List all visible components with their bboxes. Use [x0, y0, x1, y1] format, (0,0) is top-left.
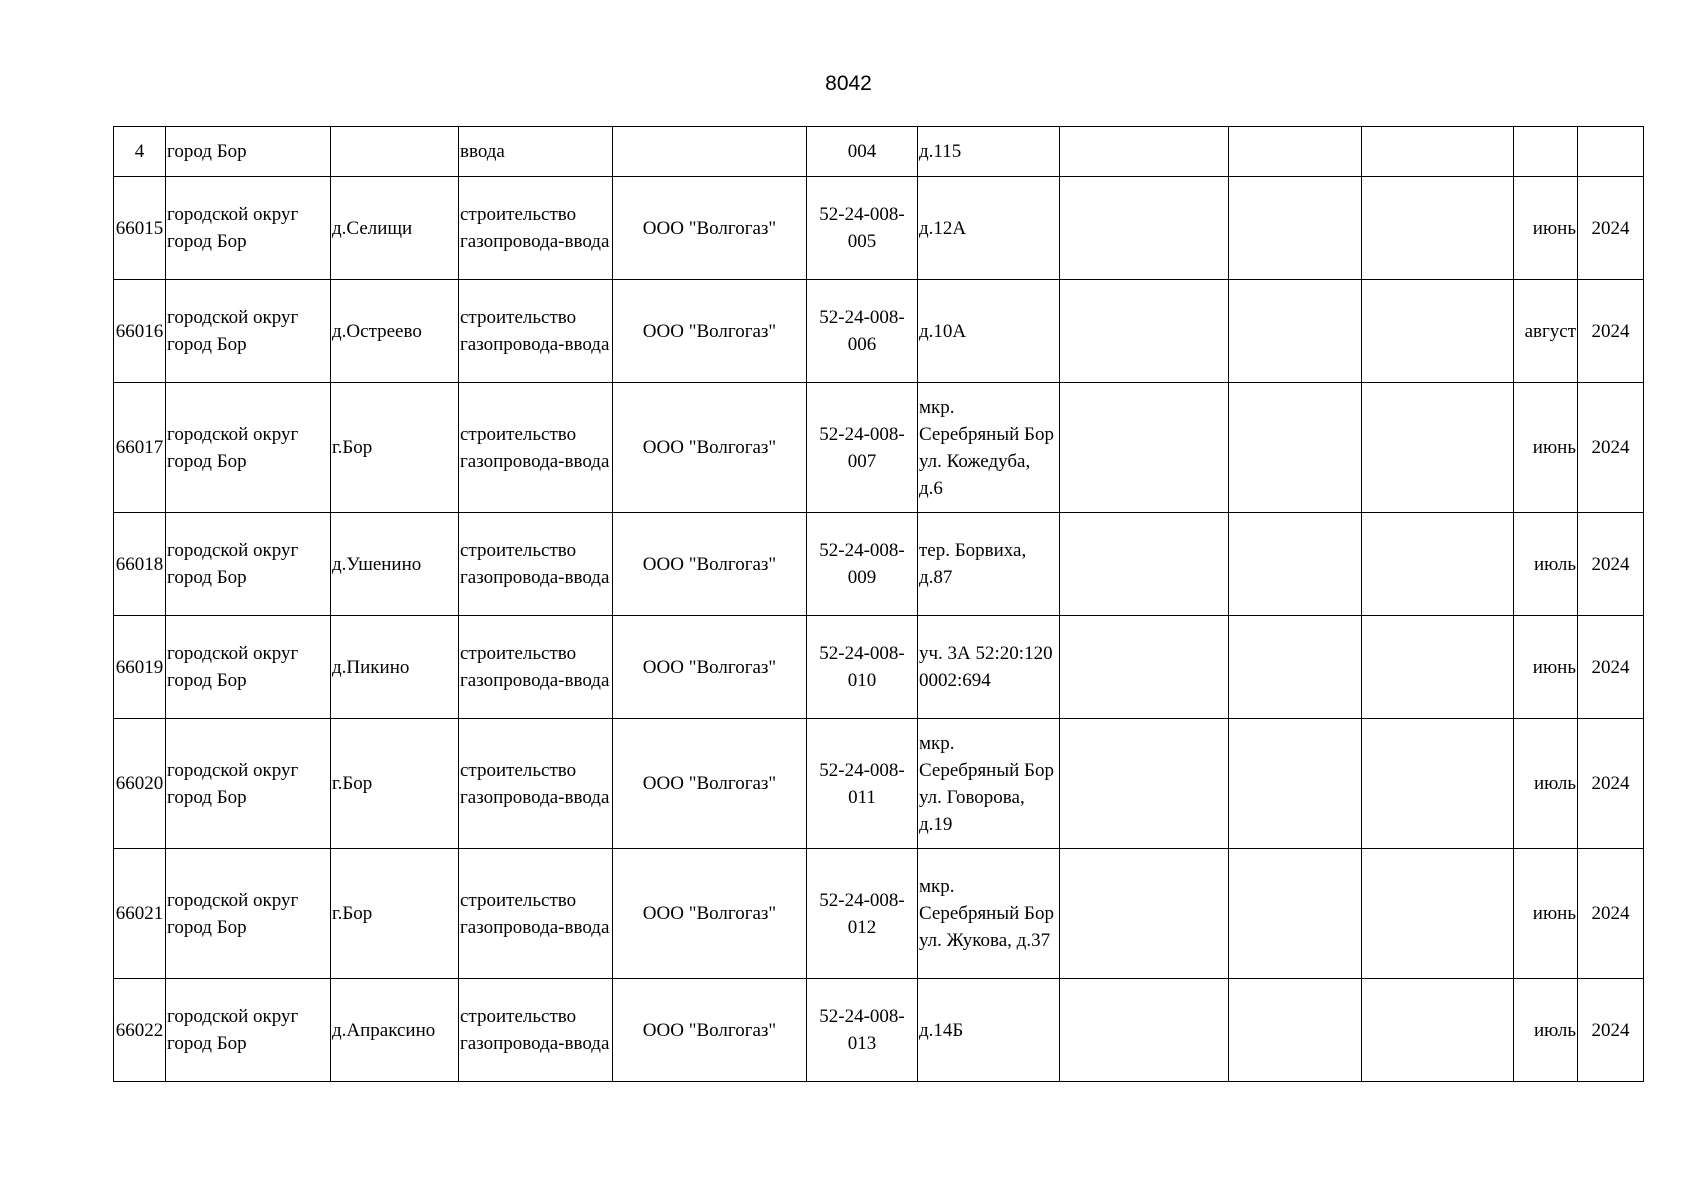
- empty-cell: [1229, 513, 1362, 616]
- cadastral-cell: 52-24-008-010: [807, 616, 918, 719]
- row-number: 66018: [114, 513, 166, 616]
- table-row: [114, 849, 1644, 979]
- work-type-cell: строительство газопровода-ввода: [459, 383, 613, 513]
- address-cell: мкр. Серебряный Бор ул. Жукова, д.37: [918, 849, 1060, 979]
- table-row: [114, 383, 1644, 513]
- table-row: [114, 177, 1644, 280]
- organization-cell: ООО "Волгогаз": [613, 177, 807, 280]
- table-row: [114, 127, 1644, 177]
- empty-cell: [1229, 719, 1362, 849]
- month-cell: июль: [1514, 979, 1578, 1082]
- cadastral-cell: 52-24-008-012: [807, 849, 918, 979]
- locality-cell: д.Ушенино: [331, 513, 459, 616]
- table-row: [114, 616, 1644, 719]
- empty-cell: [1229, 280, 1362, 383]
- district-cell: городской округ город Бор: [166, 177, 331, 280]
- year-cell: 2024: [1578, 513, 1644, 616]
- empty-cell: [1362, 979, 1514, 1082]
- table-row: [114, 979, 1644, 1082]
- empty-cell: [1060, 849, 1229, 979]
- row-number: 66015: [114, 177, 166, 280]
- empty-cell: [1060, 513, 1229, 616]
- cadastral-cell: 52-24-008-009: [807, 513, 918, 616]
- locality-cell: д.Апраксино: [331, 979, 459, 1082]
- year-cell: 2024: [1578, 177, 1644, 280]
- organization-cell: ООО "Волгогаз": [613, 719, 807, 849]
- empty-cell: [1060, 979, 1229, 1082]
- organization-cell: ООО "Волгогаз": [613, 513, 807, 616]
- empty-cell: [1229, 383, 1362, 513]
- locality-cell: г.Бор: [331, 383, 459, 513]
- locality-cell: г.Бор: [331, 719, 459, 849]
- district-cell: городской округ город Бор: [166, 513, 331, 616]
- work-type-cell: строительство газопровода-ввода: [459, 849, 613, 979]
- month-cell: [1514, 127, 1578, 177]
- address-cell: мкр. Серебряный Бор ул. Кожедуба, д.6: [918, 383, 1060, 513]
- empty-cell: [1362, 849, 1514, 979]
- locality-cell: г.Бор: [331, 849, 459, 979]
- year-cell: 2024: [1578, 849, 1644, 979]
- organization-cell: ООО "Волгогаз": [613, 979, 807, 1082]
- district-cell: городской округ город Бор: [166, 979, 331, 1082]
- row-number: 66020: [114, 719, 166, 849]
- cadastral-cell: 52-24-008-011: [807, 719, 918, 849]
- district-cell: городской округ город Бор: [166, 383, 331, 513]
- row-number: 66017: [114, 383, 166, 513]
- address-cell: д.12А: [918, 177, 1060, 280]
- year-cell: 2024: [1578, 383, 1644, 513]
- district-cell: городской округ город Бор: [166, 280, 331, 383]
- table-row: [114, 719, 1644, 849]
- work-type-cell: строительство газопровода-ввода: [459, 719, 613, 849]
- empty-cell: [1362, 719, 1514, 849]
- locality-cell: д.Селищи: [331, 177, 459, 280]
- year-cell: 2024: [1578, 616, 1644, 719]
- cadastral-cell: 52-24-008-013: [807, 979, 918, 1082]
- empty-cell: [1229, 177, 1362, 280]
- year-cell: [1578, 127, 1644, 177]
- address-cell: д.115: [918, 127, 1060, 177]
- address-cell: мкр. Серебряный Бор ул. Говорова, д.19: [918, 719, 1060, 849]
- empty-cell: [1362, 177, 1514, 280]
- year-cell: 2024: [1578, 719, 1644, 849]
- document-table: [113, 126, 1644, 1082]
- district-cell: городской округ город Бор: [166, 719, 331, 849]
- empty-cell: [1229, 979, 1362, 1082]
- table-body: [114, 127, 1644, 1082]
- month-cell: июнь: [1514, 177, 1578, 280]
- row-number: 66022: [114, 979, 166, 1082]
- page-number: 8042: [825, 72, 872, 95]
- row-number: 66016: [114, 280, 166, 383]
- work-type-cell: строительство газопровода-ввода: [459, 280, 613, 383]
- empty-cell: [1362, 127, 1514, 177]
- cadastral-cell: 52-24-008-006: [807, 280, 918, 383]
- district-cell: город Бор: [166, 127, 331, 177]
- district-cell: городской округ город Бор: [166, 849, 331, 979]
- row-number: 4: [114, 127, 166, 177]
- work-type-cell: ввода: [459, 127, 613, 177]
- district-cell: городской округ город Бор: [166, 616, 331, 719]
- empty-cell: [1060, 127, 1229, 177]
- empty-cell: [1229, 127, 1362, 177]
- table-row: [114, 280, 1644, 383]
- empty-cell: [1060, 177, 1229, 280]
- locality-cell: д.Остреево: [331, 280, 459, 383]
- address-cell: уч. 3А 52:20:1200002:694: [918, 616, 1060, 719]
- organization-cell: ООО "Волгогаз": [613, 849, 807, 979]
- cadastral-cell: 004: [807, 127, 918, 177]
- year-cell: 2024: [1578, 280, 1644, 383]
- organization-cell: ООО "Волгогаз": [613, 616, 807, 719]
- empty-cell: [1362, 280, 1514, 383]
- row-number: 66021: [114, 849, 166, 979]
- year-cell: 2024: [1578, 979, 1644, 1082]
- empty-cell: [1229, 849, 1362, 979]
- empty-cell: [1362, 383, 1514, 513]
- locality-cell: д.Пикино: [331, 616, 459, 719]
- cadastral-cell: 52-24-008-005: [807, 177, 918, 280]
- locality-cell: [331, 127, 459, 177]
- empty-cell: [1060, 280, 1229, 383]
- organization-cell: [613, 127, 807, 177]
- work-type-cell: строительство газопровода-ввода: [459, 979, 613, 1082]
- month-cell: июнь: [1514, 383, 1578, 513]
- address-cell: д.10А: [918, 280, 1060, 383]
- work-type-cell: строительство газопровода-ввода: [459, 177, 613, 280]
- address-cell: тер. Борвиха, д.87: [918, 513, 1060, 616]
- month-cell: июль: [1514, 513, 1578, 616]
- organization-cell: ООО "Волгогаз": [613, 383, 807, 513]
- empty-cell: [1060, 616, 1229, 719]
- empty-cell: [1060, 383, 1229, 513]
- cadastral-cell: 52-24-008-007: [807, 383, 918, 513]
- month-cell: июнь: [1514, 849, 1578, 979]
- empty-cell: [1362, 513, 1514, 616]
- table-row: [114, 513, 1644, 616]
- empty-cell: [1362, 616, 1514, 719]
- empty-cell: [1060, 719, 1229, 849]
- organization-cell: ООО "Волгогаз": [613, 280, 807, 383]
- month-cell: июнь: [1514, 616, 1578, 719]
- work-type-cell: строительство газопровода-ввода: [459, 513, 613, 616]
- row-number: 66019: [114, 616, 166, 719]
- month-cell: август: [1514, 280, 1578, 383]
- month-cell: июль: [1514, 719, 1578, 849]
- work-type-cell: строительство газопровода-ввода: [459, 616, 613, 719]
- empty-cell: [1229, 616, 1362, 719]
- address-cell: д.14Б: [918, 979, 1060, 1082]
